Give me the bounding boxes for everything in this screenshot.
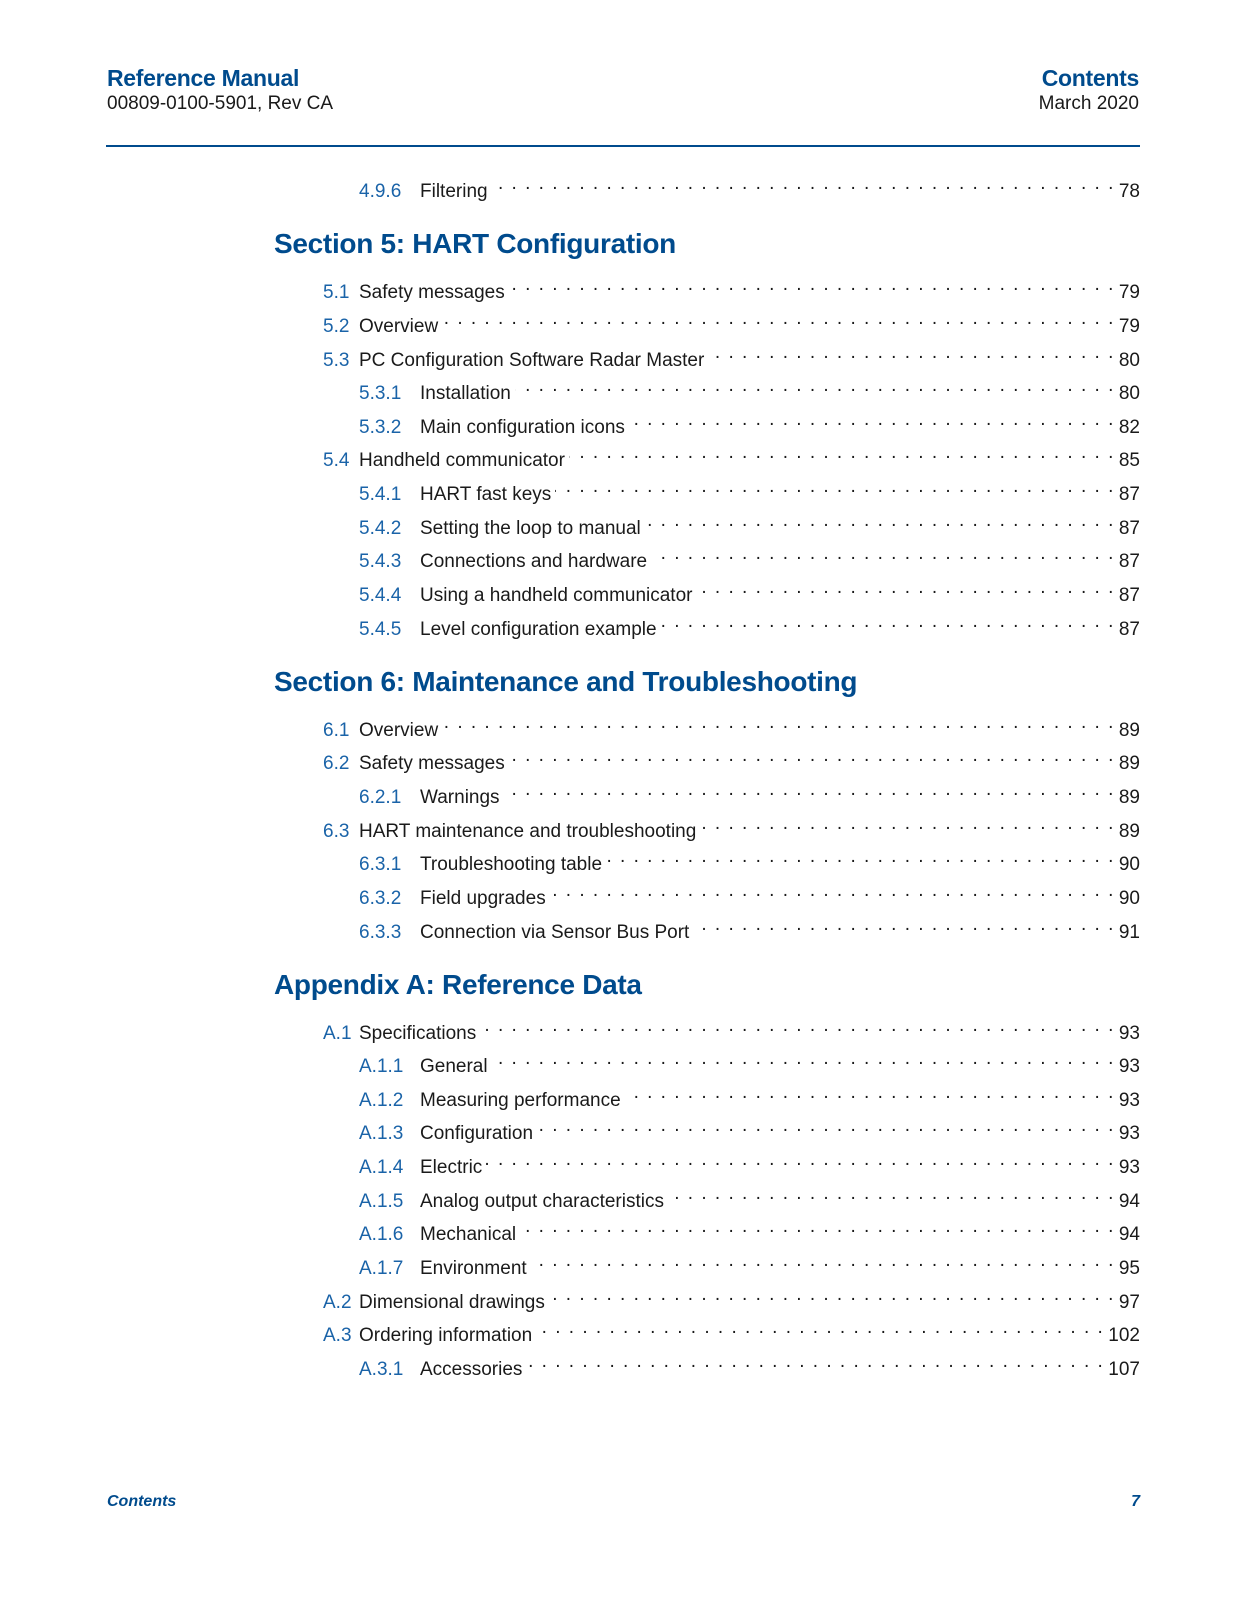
toc-entry-title: Installation — [420, 383, 511, 404]
dot-leader — [442, 710, 1115, 736]
toc-entry-title: HART maintenance and troubleshooting — [359, 821, 697, 842]
toc-entry[interactable] — [359, 1349, 1140, 1383]
dot-leader — [480, 1013, 1115, 1039]
toc-entry-page: 94 — [1118, 1224, 1140, 1245]
toc-entry[interactable] — [359, 912, 1140, 946]
dot-leader — [629, 407, 1115, 433]
toc-entry[interactable] — [359, 1080, 1140, 1114]
toc-entry[interactable] — [323, 743, 1140, 777]
toc-entry-number: A.1.6 — [359, 1224, 404, 1245]
toc-entry[interactable] — [323, 1013, 1140, 1047]
toc-entry-title: Environment — [420, 1258, 527, 1279]
section-heading: Appendix A: Reference Data — [274, 969, 642, 1000]
toc-entry[interactable] — [359, 474, 1140, 508]
toc-entry-page: 93 — [1118, 1023, 1140, 1044]
toc-entry-number: 5.1 — [323, 282, 350, 303]
dot-leader — [492, 1046, 1115, 1072]
toc-entry-title: Mechanical — [420, 1224, 517, 1245]
toc-entry[interactable] — [323, 811, 1140, 845]
dot-leader — [668, 1181, 1115, 1207]
toc-entry-title: Accessories — [420, 1359, 523, 1380]
toc-entry[interactable] — [359, 1214, 1140, 1248]
toc-entry-number: 5.2 — [323, 316, 350, 337]
page-number: 7 — [1131, 1493, 1140, 1510]
toc-entry-title: Setting the loop to manual — [420, 518, 641, 539]
dot-leader — [625, 1080, 1115, 1106]
toc-entry-page: 93 — [1118, 1090, 1140, 1111]
toc-entry[interactable] — [359, 373, 1140, 407]
toc-entry-number: A.3 — [323, 1325, 352, 1346]
toc-entry-number: A.1.1 — [359, 1056, 404, 1077]
dot-leader — [555, 474, 1115, 500]
toc-entry-title: Connections and hardware — [420, 551, 648, 572]
toc-entry-number: A.1.4 — [359, 1157, 404, 1178]
toc-entry[interactable] — [323, 710, 1140, 744]
toc-entry-title: Configuration — [420, 1123, 534, 1144]
toc-entry-page: 79 — [1118, 282, 1140, 303]
toc-entry-title: Handheld communicator — [359, 450, 565, 471]
toc-entry-page: 89 — [1118, 821, 1140, 842]
toc-entry-number: 6.3 — [323, 821, 350, 842]
toc-entry-title: Safety messages — [359, 753, 505, 774]
toc-entry-page: 89 — [1118, 787, 1140, 808]
dot-leader — [509, 743, 1115, 769]
dot-leader — [708, 340, 1115, 366]
toc-entry-number: 5.4.1 — [359, 484, 402, 505]
dot-leader — [550, 878, 1115, 904]
dot-leader — [697, 575, 1115, 601]
dot-leader — [486, 1147, 1115, 1173]
dot-leader — [492, 171, 1115, 197]
toc-entry-page: 90 — [1118, 888, 1140, 909]
toc-entry-number: 6.3.3 — [359, 922, 402, 943]
toc-entry-title: Specifications — [359, 1023, 477, 1044]
toc-entry-number: 5.4.2 — [359, 518, 402, 539]
toc-entry-page: 87 — [1118, 585, 1140, 606]
toc-entry-title: Electric — [420, 1157, 483, 1178]
manual-title: Reference Manual — [107, 65, 300, 91]
toc-entry-page: 80 — [1118, 350, 1140, 371]
toc-entry-title: Analog output characteristics — [420, 1191, 664, 1212]
toc-entry[interactable] — [323, 272, 1140, 306]
toc-entry-page: 87 — [1118, 518, 1140, 539]
dot-leader — [509, 272, 1115, 298]
toc-entry[interactable] — [323, 1282, 1140, 1316]
dot-leader — [661, 609, 1115, 635]
toc-entry-title: Safety messages — [359, 282, 505, 303]
toc-entry-number: 5.4.5 — [359, 619, 402, 640]
toc-entry-number: A.1.2 — [359, 1090, 404, 1111]
toc-entry-page: 85 — [1118, 450, 1140, 471]
toc-entry-title: HART fast keys — [420, 484, 552, 505]
toc-entry-page: 107 — [1108, 1359, 1140, 1380]
toc-entry-number: 5.3.1 — [359, 383, 402, 404]
dot-leader — [645, 508, 1115, 534]
toc-entry-page: 93 — [1118, 1123, 1140, 1144]
toc-entry-number: A.1.5 — [359, 1191, 404, 1212]
toc-entry-page: 79 — [1118, 316, 1140, 337]
toc-entry-page: 82 — [1118, 417, 1140, 438]
dot-leader — [569, 440, 1115, 466]
toc-entry-number: 5.3.2 — [359, 417, 402, 438]
dot-leader — [700, 811, 1115, 837]
toc-entry-page: 91 — [1118, 922, 1140, 943]
toc-entry-title: PC Configuration Software Radar Master — [359, 350, 705, 371]
toc-entry[interactable] — [359, 171, 1140, 205]
toc-entry-page: 93 — [1118, 1157, 1140, 1178]
toc-entry[interactable] — [359, 407, 1140, 441]
toc-entry[interactable] — [359, 541, 1140, 575]
toc-entry-title: Filtering — [420, 181, 488, 202]
dot-leader — [515, 373, 1115, 399]
dot-leader — [520, 1214, 1115, 1240]
dot-leader — [504, 777, 1115, 803]
section-heading: Section 6: Maintenance and Troubleshooting — [274, 666, 858, 697]
toc-entry[interactable] — [359, 508, 1140, 542]
toc-entry-page: 87 — [1118, 619, 1140, 640]
toc-entry-number: A.3.1 — [359, 1359, 404, 1380]
toc-entry-number: 5.4.4 — [359, 585, 402, 606]
dot-leader — [651, 541, 1115, 567]
dot-leader — [526, 1349, 1104, 1375]
document-number: 00809-0100-5901, Rev CA — [107, 93, 334, 114]
toc-entry[interactable] — [359, 1046, 1140, 1080]
toc-entry-number: A.1.7 — [359, 1258, 404, 1279]
dot-leader — [693, 912, 1115, 938]
toc-entry-number: A.2 — [323, 1292, 352, 1313]
toc-entry-title: Connection via Sensor Bus Port — [420, 922, 690, 943]
toc-entry[interactable] — [359, 575, 1140, 609]
footer-section: Contents — [107, 1493, 177, 1510]
header-section-title: Contents — [1041, 65, 1139, 91]
dot-leader — [442, 306, 1115, 332]
dot-leader — [531, 1248, 1115, 1274]
publication-date: March 2020 — [1038, 93, 1139, 114]
toc-entry-page: 87 — [1118, 484, 1140, 505]
dot-leader — [537, 1113, 1115, 1139]
toc-entry[interactable] — [359, 844, 1140, 878]
toc-entry-title: Measuring performance — [420, 1090, 621, 1111]
toc-entry[interactable] — [323, 1315, 1140, 1349]
toc-entry[interactable] — [359, 777, 1140, 811]
toc-entry-title: Dimensional drawings — [359, 1292, 545, 1313]
toc-entry-page: 89 — [1118, 753, 1140, 774]
toc-entry-title: Overview — [359, 316, 439, 337]
toc-entry[interactable] — [359, 878, 1140, 912]
toc-entry-number: 6.2 — [323, 753, 350, 774]
toc-entry[interactable] — [359, 1113, 1140, 1147]
toc-entry-number: 6.3.2 — [359, 888, 402, 909]
toc-entry-number: 5.4 — [323, 450, 350, 471]
toc-entry[interactable] — [323, 440, 1140, 474]
toc-entry-page: 80 — [1118, 383, 1140, 404]
toc-entry-page: 97 — [1118, 1292, 1140, 1313]
dot-leader — [536, 1315, 1104, 1341]
toc-entry-title: General — [420, 1056, 488, 1077]
toc-entry[interactable] — [359, 609, 1140, 643]
toc-entry-page: 78 — [1118, 181, 1140, 202]
toc-entry-page: 87 — [1118, 551, 1140, 572]
toc-entry-number: 5.3 — [323, 350, 350, 371]
toc-entry-title: Level configuration example — [420, 619, 657, 640]
toc-entry[interactable] — [359, 1147, 1140, 1181]
toc-entry-number: 6.2.1 — [359, 787, 402, 808]
dot-leader — [606, 844, 1115, 870]
toc-entry[interactable] — [359, 1181, 1140, 1215]
toc-entry-page: 89 — [1118, 720, 1140, 741]
toc-entry-title: Main configuration icons — [420, 417, 625, 438]
toc-entry-title: Overview — [359, 720, 439, 741]
toc-entry-page: 95 — [1118, 1258, 1140, 1279]
toc-entry-title: Field upgrades — [420, 888, 546, 909]
toc-entry-number: 6.3.1 — [359, 854, 402, 875]
toc-entry-number: A.1 — [323, 1023, 352, 1044]
toc-entry-page: 90 — [1118, 854, 1140, 875]
section-heading: Section 5: HART Configuration — [274, 228, 676, 259]
toc-entry-number: A.1.3 — [359, 1123, 404, 1144]
toc-entry[interactable] — [323, 306, 1140, 340]
toc-entry-title: Troubleshooting table — [420, 854, 603, 875]
toc-entry[interactable] — [359, 1248, 1140, 1282]
toc-entry-page: 94 — [1118, 1191, 1140, 1212]
toc-entry[interactable] — [323, 340, 1140, 374]
toc-entry-number: 5.4.3 — [359, 551, 402, 572]
toc-entry-page: 93 — [1118, 1056, 1140, 1077]
toc-entry-number: 4.9.6 — [359, 181, 402, 202]
toc-entry-title: Ordering information — [359, 1325, 533, 1346]
toc-entry-title: Warnings — [420, 787, 500, 808]
dot-leader — [549, 1282, 1115, 1308]
toc-entry-title: Using a handheld communicator — [420, 585, 693, 606]
toc-entry-number: 6.1 — [323, 720, 350, 741]
toc-entry-page: 102 — [1108, 1325, 1140, 1346]
